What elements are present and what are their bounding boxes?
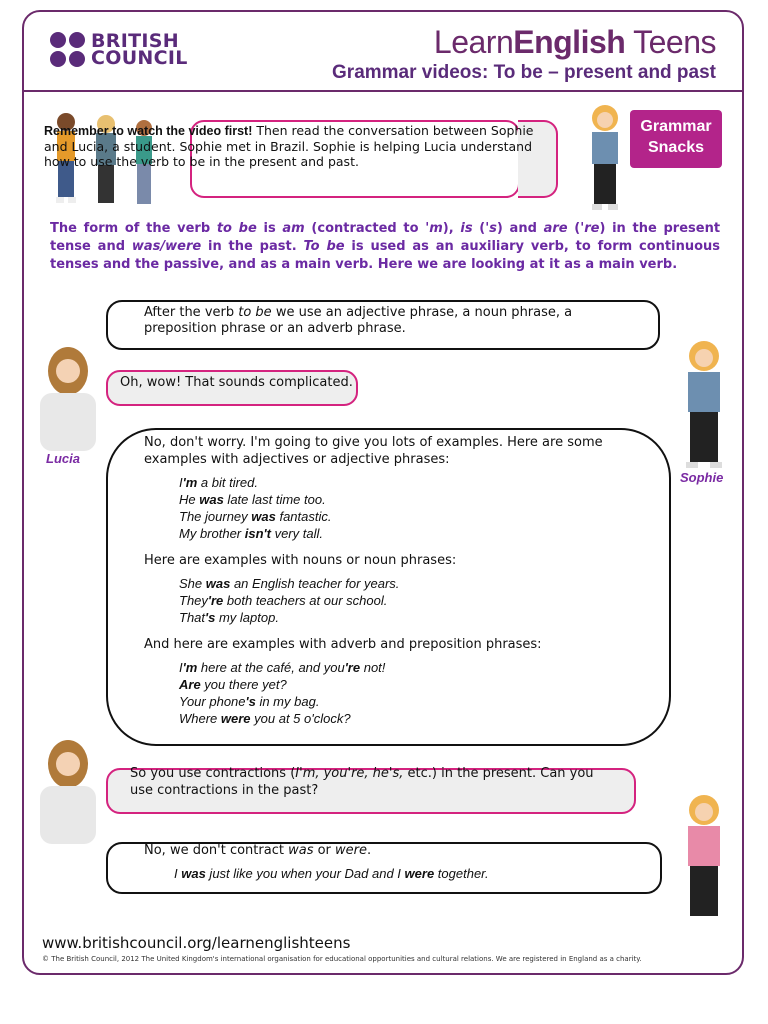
example-line: That's my laptop. bbox=[179, 610, 279, 625]
example-line: Are you there yet? bbox=[179, 677, 287, 692]
learnenglish-teens-brand: LearnEnglish Teens bbox=[433, 24, 716, 60]
logo-line2: COUNCIL bbox=[91, 46, 188, 69]
lucia-line-1: Oh, wow! That sounds complicated. bbox=[120, 375, 353, 390]
lucia-illustration-2 bbox=[30, 738, 100, 846]
example-line: She was an English teacher for years. bbox=[179, 576, 400, 591]
adjective-examples bbox=[179, 474, 644, 542]
sophie-line-3: No, we don't contract was or were. I was just like you when your Dad and I were together. bbox=[144, 843, 489, 881]
grammar-snacks-badge: Grammar Snacks bbox=[630, 110, 722, 168]
example-line: Where were you at 5 o'clock? bbox=[179, 711, 351, 726]
british-council-logo bbox=[50, 29, 188, 69]
lucia-name-label: Lucia bbox=[46, 451, 80, 466]
footer-url-link[interactable]: www.britishcouncil.org/learnenglishteens bbox=[42, 934, 351, 952]
sophie-line-1: After the verb to be we use an adjective phrase, a noun phrase, a preposition phrase or an adverb phrase. bbox=[144, 305, 573, 336]
logo-dots-icon bbox=[50, 32, 85, 67]
logo-line1: BRITISH bbox=[91, 29, 179, 52]
header-divider bbox=[22, 90, 744, 92]
explanation-paragraph: The form of the verb to be is am (contracted to 'm), is ('s) and are ('re) in the present tense and was/were in the past. To be is used as an auxiliary verb, to form continuous tenses and the passive, and as a main verb. Here we are looking at it as a main verb. bbox=[50, 221, 721, 272]
lucia-line-2: So you use contractions (I'm, you're, he's, etc.) in the present. Can you use contractions in the past? bbox=[130, 766, 594, 798]
noun-examples bbox=[179, 575, 644, 626]
example-line: The journey was fantastic. bbox=[179, 509, 332, 524]
lucia-illustration bbox=[30, 345, 100, 453]
sophie-illustration-top bbox=[580, 100, 630, 215]
example-line: Your phone's in my bag. bbox=[179, 694, 320, 709]
example-line: He was late last time too. bbox=[179, 492, 326, 507]
intro-text: Remember to watch the video first! Then read the conversation between Sophie and Lucia, a student. Sophie met in Brazil. Sophie is helping Lucia understand how to use the verb to be in the present and past. bbox=[44, 123, 534, 169]
example-line: I'm here at the café, and you're not! bbox=[179, 660, 386, 675]
sophie-illustration-3 bbox=[676, 790, 736, 924]
example-line: My brother isn't very tall. bbox=[179, 526, 323, 541]
example-line: I'm a bit tired. bbox=[179, 475, 258, 490]
sophie-illustration bbox=[676, 336, 736, 470]
adverb-examples bbox=[179, 659, 644, 727]
example-line: They're both teachers at our school. bbox=[179, 593, 388, 608]
footer-copyright: © The British Council, 2012 The United Kingdom's international organisation for educational opportunities and cultural relations. We are registered in England as a charity. bbox=[42, 955, 642, 963]
page-title: Grammar videos: To be – present and past bbox=[332, 62, 716, 83]
sophie-name-label: Sophie bbox=[680, 470, 724, 485]
sophie-line-2: No, don't worry. I'm going to give you lots of examples. Here are some examples with adjectives or adjective phrases: I'm a bit tired. He was late last time too. The journey was fantastic. My brother isn't very tall. Here are examples with nouns or noun phrases: She was an English teacher for years. They're both teachers at our school. That's my laptop. And here are examples with adverb and preposition phrases: I'm here at the café, and you're not! Are you there yet? Your phone's in my bag. Where were you at 5 o'clock? bbox=[144, 434, 644, 737]
